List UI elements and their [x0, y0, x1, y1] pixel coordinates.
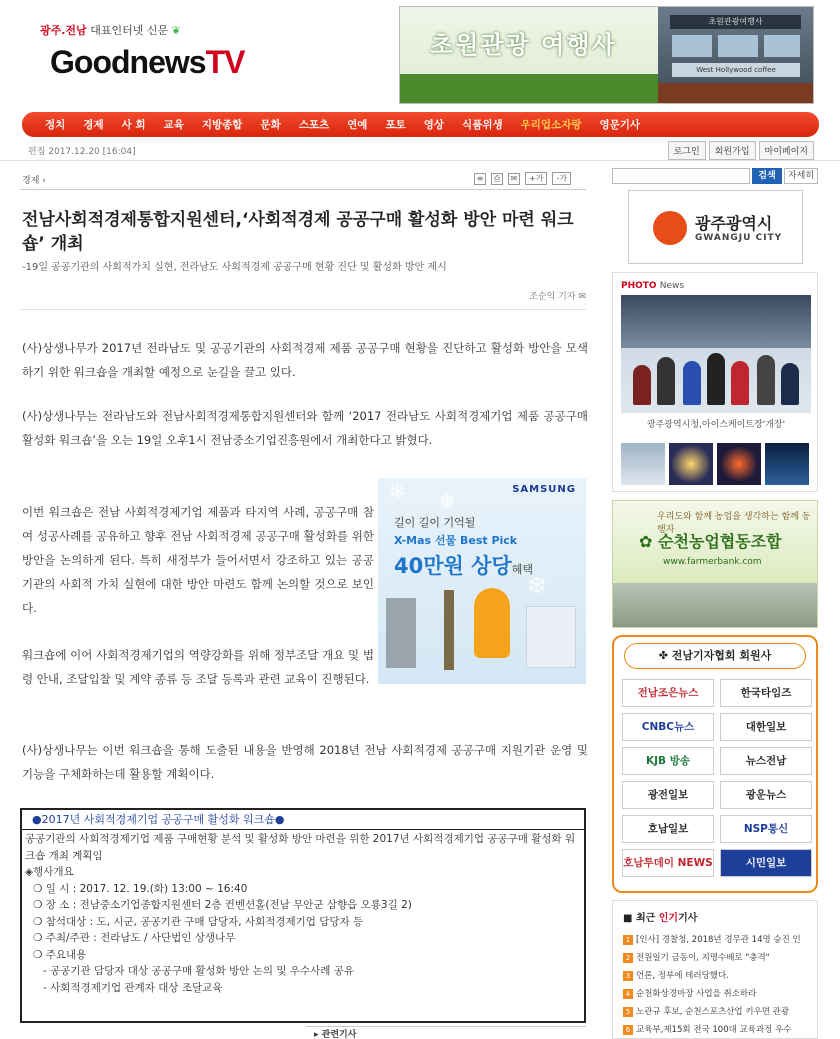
press-member-link[interactable]: KJB 방송 — [622, 747, 714, 775]
nav-item-business[interactable]: 우리업소자랑 — [520, 119, 582, 131]
nav-item-regional[interactable]: 지방종합 — [201, 119, 243, 131]
paragraph-5: (사)상생나무는 이번 워크숍을 통해 도출된 내용을 반영해 2018년 전남 사회적경제 공공구매 지원기관 운영 및 기능을 구체화하는데 활용할 계획이다. — [22, 743, 588, 781]
photo-caption[interactable]: 광주광역시청,아이스케이트장'개장' — [646, 420, 786, 430]
site-logo[interactable] — [40, 22, 260, 92]
nh-name-text: 순천농업협동조합 — [657, 532, 782, 551]
banner-cafe-sign: West Hollywood coffee — [672, 63, 800, 77]
popular-item-title[interactable]: 전원일기 금동이, 지명수배로 "충격" — [636, 953, 770, 963]
popular-item[interactable] — [623, 949, 813, 967]
paragraph-3: 이번 워크숍은 전남 사회적경제기업 제품과 타지역 사례, 공공구매 참여 성공사례를 공유하고 향후 전남 사회적경제 공공구매 활성화를 위한 방안을 논의하게 된다. 특히 새정부가 들어서면서 강조하고 있는 공공기관의 사회적 가치 실현에 대한 방안 마련도 함께 논의할 것으로 보인다. — [22, 505, 374, 615]
nav-item-economy[interactable]: 경제 — [83, 119, 104, 131]
press-member-link[interactable]: 뉴스전남 — [720, 747, 812, 775]
plan-item: ❍ 주최/주관 : 전라남도 / 사단법인 상생나무 — [33, 932, 236, 944]
logo-tv: TV — [205, 44, 245, 80]
reporter-byline[interactable] — [529, 289, 586, 302]
fridge-image — [386, 598, 416, 668]
byline-divider — [20, 309, 586, 310]
main-nav — [22, 112, 819, 137]
press-member-link[interactable]: 호남일보 — [622, 815, 714, 843]
plan-subitem: - 공공기관 담당자 대상 공공구매 활성화 방안 논의 및 우수사례 공유 — [43, 965, 355, 977]
logo-tagline — [40, 22, 260, 38]
plan-item: ❍ 장 소 : 전남중소기업종합지원센터 2층 컨벤션홀(전남 무안군 삼향읍 오룡3길 2) — [33, 899, 412, 911]
gwangju-symbol-icon — [653, 211, 687, 245]
press-member-link[interactable]: 광운뉴스 — [720, 781, 812, 809]
user-links — [668, 141, 814, 160]
list-icon[interactable]: ≡ — [474, 173, 486, 185]
nav-item-english[interactable]: 영문기사 — [599, 119, 641, 131]
popular-item[interactable] — [623, 967, 813, 985]
press-association-box — [612, 635, 818, 893]
gwangju-city-banner[interactable] — [628, 190, 803, 264]
photo-thumbnail[interactable] — [621, 443, 665, 485]
rank-4-badge: 4 — [623, 989, 633, 999]
tagline-region: 광주.전남 — [40, 24, 87, 37]
nav-item-photo[interactable]: 포토 — [385, 119, 406, 131]
plan-item: ❍ 일 시 : 2017. 12. 19.(화) 13:00 ~ 16:40 — [33, 882, 248, 895]
popular-item[interactable] — [623, 985, 813, 1003]
popular-item-title[interactable]: [인사] 경찰청, 2018년 경무관 14명 승진 인 — [636, 935, 801, 945]
press-member-link[interactable]: 한국타임즈 — [720, 679, 812, 707]
nh-building-image — [613, 583, 817, 627]
ad-amount-suffix: 혜택 — [511, 563, 533, 576]
edit-date: 편집 2017.12.20 [16:04] — [28, 147, 136, 157]
press-members — [622, 679, 812, 877]
nav-item-video[interactable]: 영상 — [423, 119, 445, 131]
popular-list — [623, 931, 813, 1039]
nh-ad-url: www.farmerbank.com — [663, 557, 762, 567]
gwangju-name: 광주광역시 — [695, 214, 773, 233]
snowflake-icon: ❄ — [388, 480, 407, 505]
nav-item-society[interactable]: 사 회 — [121, 119, 146, 131]
logo-goodnews: Goodnews — [50, 44, 206, 80]
press-member-link[interactable]: 호남투데이 NEWS — [622, 849, 714, 877]
breadcrumb[interactable]: 경제 › — [22, 176, 46, 186]
rank-3-badge: 3 — [623, 971, 633, 981]
join-button[interactable]: 회원가입 — [709, 141, 756, 160]
related-articles-heading — [306, 1026, 586, 1039]
top-ad-banner[interactable] — [399, 6, 814, 104]
popular-heading-highlight: 인기 — [658, 913, 679, 924]
article-tools — [474, 172, 571, 185]
breadcrumb-label[interactable]: 경제 — [22, 176, 40, 186]
ad-amount — [394, 550, 533, 580]
mypage-button[interactable]: 마이페이지 — [759, 141, 814, 160]
print-icon[interactable]: ⎙ — [491, 173, 503, 185]
ad-line-2: X-Mas 선물 Best Pick — [394, 534, 518, 547]
press-member-link[interactable]: 전남조은뉴스 — [622, 679, 714, 707]
nav-item-entertainment[interactable]: 연예 — [347, 119, 368, 131]
photo-news-heading — [621, 281, 684, 291]
reporter-name[interactable]: 조순익 기자 — [529, 292, 576, 302]
press-heading — [624, 643, 806, 669]
plan-item: ❍ 주요내용 — [33, 948, 87, 961]
paragraph-2: (사)상생나무는 전라남도와 전남사회적경제통합지원센터와 함께 ‘2017 전라남도 사회적경제기업 제품 공공구매 활성화 워크숍’을 오는 19일 오후1시 전남중소기업진흥원에서 개최한다고 밝혔다. — [22, 409, 588, 447]
photo-news-label: News — [659, 281, 685, 291]
nh-logo-icon: ✿ — [639, 532, 653, 551]
bullet-icon: ■ — [623, 913, 633, 924]
press-logo-icon: ✤ — [658, 649, 668, 662]
event-plan-box — [20, 808, 586, 1023]
article-title: 전남사회적경제통합지원센터,‘사회적경제 공공구매 활성화 방안 마련 워크숍’ 개최 — [22, 210, 574, 254]
ad-line-1: 길이 길이 기억될 — [394, 516, 476, 529]
appliance-image — [526, 606, 576, 668]
email-icon[interactable]: ✉ — [508, 173, 520, 185]
photo-thumbnail[interactable] — [765, 443, 809, 485]
snowflake-icon: ❅ — [438, 490, 457, 515]
header-divider — [0, 160, 840, 161]
search-input[interactable] — [612, 168, 750, 184]
banner-text: 초원관광 여행사 — [430, 31, 617, 59]
popular-item-title[interactable]: 언론, 정부에 테러당했다. — [636, 971, 729, 981]
nav-item-culture[interactable]: 문화 — [260, 119, 281, 131]
popular-item-title[interactable]: 교육부,제15회 전국 100대 교육과정 우수 — [636, 1025, 792, 1035]
banner-sign: 초원관광여행사 — [670, 15, 801, 29]
rank-6-badge: 6 — [623, 1025, 633, 1035]
vacuum-image — [474, 588, 510, 658]
photo-thumbnail[interactable] — [669, 443, 713, 485]
nav-item-sports[interactable]: 스포츠 — [298, 119, 330, 131]
nh-ad-name — [639, 529, 782, 552]
plan-intro: 공공기관의 사회적경제기업 제품 구매현황 분석 및 활성화 방안 마련을 위한 2017년 사회적경제기업 공공구매 활성화 워크숍 개최 계획임 — [25, 833, 576, 862]
photo-thumbnail[interactable] — [717, 443, 761, 485]
photo-label: PHOTO — [621, 281, 657, 291]
popular-heading — [623, 909, 697, 924]
bullet-icon: ▸ — [314, 1030, 319, 1039]
popular-item-title[interactable]: 순천화상경마장 사업을 취소하라 — [636, 989, 757, 999]
plan-heading: ●2017년 사회적경제기업 공공구매 활성화 워크숍● — [22, 810, 584, 830]
ad-amount-value: 40만원 상당 — [394, 554, 512, 578]
plan-item: ❍ 참석대상 : 도, 시군, 공공기관 구매 담당자, 사회적경제기업 담당자 등 — [33, 915, 364, 928]
plan-overview: ◈행사개요 — [25, 866, 74, 878]
banner-building-image — [658, 7, 813, 104]
popular-item-title[interactable]: 노관규 후보, 순천스포츠산업 키우면 관광 — [636, 1007, 790, 1017]
leaf-icon: ❦ — [171, 24, 181, 37]
related-label: 관련기사 — [321, 1030, 357, 1039]
nav-item-food-hygiene[interactable]: 식품위생 — [462, 119, 503, 131]
rank-5-badge: 5 — [623, 1007, 633, 1017]
press-member-link[interactable]: 대한일보 — [720, 713, 812, 741]
article-subtitle: -19일 공공기관의 사회적가치 실현, 전라남도 사회적경제 공공구매 현황 진단 및 활성화 방안 제시 — [22, 262, 447, 273]
login-button[interactable]: 로그인 — [668, 141, 706, 160]
photo-main-image[interactable] — [621, 295, 811, 413]
search-button[interactable]: 검색 — [752, 168, 782, 184]
nh-ad-slogan: 우리도와 함께 농업을 생각하는 함께 동행자 — [657, 512, 811, 535]
rank-1-badge: 1 — [623, 935, 633, 945]
popular-heading-prefix: 최근 — [635, 913, 659, 924]
article-divider — [20, 189, 586, 190]
shaver-image — [444, 590, 454, 670]
ad-brand: SAMSUNG — [512, 484, 576, 495]
press-member-link[interactable]: NSP통신 — [720, 815, 812, 843]
nav-item-politics[interactable]: 정치 — [45, 119, 66, 131]
press-member-link[interactable]: 광전일보 — [622, 781, 714, 809]
font-increase-button[interactable]: +가 — [525, 172, 547, 185]
popular-item[interactable] — [623, 931, 813, 949]
logo-wordmark — [50, 44, 244, 81]
rank-2-badge: 2 — [623, 953, 633, 963]
popular-heading-suffix: 기사 — [678, 913, 698, 924]
popular-item[interactable] — [623, 1003, 813, 1021]
detail-search-button[interactable]: 자세히 — [784, 168, 818, 184]
gwangju-english: GWANGJU CITY — [695, 233, 783, 243]
nav-item-education[interactable]: 교육 — [163, 119, 184, 131]
font-decrease-button[interactable]: -가 — [552, 172, 571, 185]
suncheon-nh-ad[interactable] — [612, 500, 818, 628]
press-member-link[interactable]: CNBC뉴스 — [622, 713, 714, 741]
paragraph-1: (사)상생나무가 2017년 전라남도 및 공공기관의 사회적경제 제품 공공구매 현황을 진단하고 활성화 방안을 모색하기 위한 워크숍을 개최할 예정으로 눈길을 끌고 있다. — [22, 341, 588, 379]
snowflake-icon: ❆ — [528, 574, 547, 599]
mail-icon[interactable]: ✉ — [578, 292, 586, 302]
press-member-link[interactable]: 시민일보 — [720, 849, 812, 877]
press-heading-text: 전남기자협회 회원사 — [671, 649, 772, 662]
plan-subitem: - 사회적경제기업 관계자 대상 조달교육 — [43, 981, 223, 994]
samsung-ad[interactable] — [378, 478, 586, 684]
popular-item[interactable] — [623, 1021, 813, 1039]
tagline-text: 대표인터넷 신문 — [90, 24, 169, 37]
photo-thumbnails — [621, 443, 809, 485]
popular-articles-box — [612, 900, 818, 1039]
photo-news-box — [612, 272, 818, 492]
paragraph-4: 워크숍에 이어 사회적경제기업의 역량강화를 위해 정부조달 개요 및 법령 안내, 조달입찰 및 계약 종류 등 조달 등록과 관련 교육이 진행된다. — [22, 648, 374, 686]
